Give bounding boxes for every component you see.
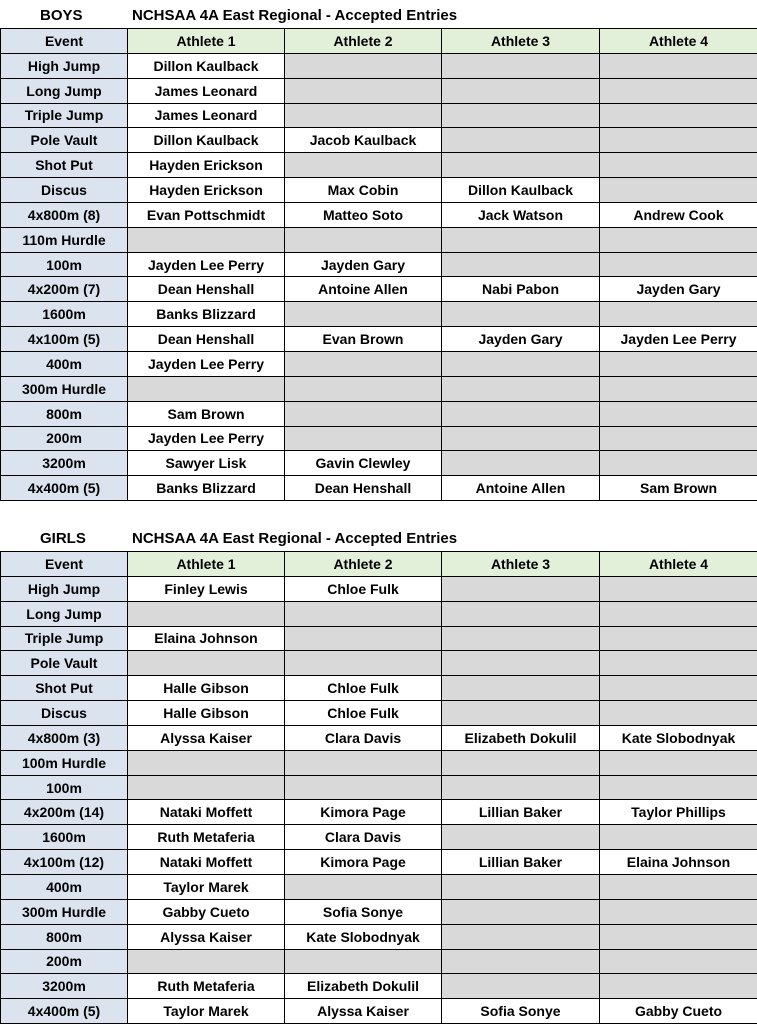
table-row [1,651,757,676]
table-row [1,178,757,203]
athlete-cell: Kate Slobodnyak [285,924,442,949]
empty-athlete-cell [442,775,600,800]
empty-athlete-cell [442,924,600,949]
athlete-cell: Ruth Metaferia [128,825,285,850]
event-name-cell: Shot Put [1,153,128,178]
athlete-cell: Banks Blizzard [128,476,285,501]
table-row [1,576,757,601]
empty-athlete-cell [600,227,757,252]
table-row [1,252,757,277]
empty-athlete-cell [442,626,600,651]
event-name-cell: 4x800m (8) [1,202,128,227]
empty-athlete-cell [600,351,757,376]
athlete-cell: Sawyer Lisk [128,451,285,476]
empty-athlete-cell [442,974,600,999]
empty-athlete-cell [600,974,757,999]
girls-header-row [1,552,757,577]
empty-athlete-cell [285,351,442,376]
event-name-cell: 300m Hurdle [1,376,128,401]
athlete-cell: Chloe Fulk [285,576,442,601]
athlete-cell: Elizabeth Dokulil [285,974,442,999]
athlete-cell: Nataki Moffett [128,850,285,875]
empty-athlete-cell [442,302,600,327]
event-name-cell: Long Jump [1,601,128,626]
empty-athlete-cell [442,601,600,626]
athlete-cell: Hayden Erickson [128,153,285,178]
empty-athlete-cell [285,626,442,651]
table-row [1,327,757,352]
table-row [1,302,757,327]
column-header: Athlete 4 [600,552,757,577]
event-name-cell: 100m [1,252,128,277]
athlete-cell: Alyssa Kaiser [128,924,285,949]
empty-athlete-cell [600,601,757,626]
girls-title-row [0,526,757,551]
event-name-cell: Long Jump [1,78,128,103]
empty-athlete-cell [442,153,600,178]
athlete-cell: Nabi Pabon [442,277,600,302]
empty-athlete-cell [285,601,442,626]
empty-athlete-cell [442,128,600,153]
empty-athlete-cell [442,874,600,899]
table-row [1,601,757,626]
empty-athlete-cell [600,128,757,153]
event-name-cell: 4x400m (5) [1,476,128,501]
athlete-cell: Jack Watson [442,202,600,227]
athlete-cell: Dean Henshall [285,476,442,501]
athlete-cell: Chloe Fulk [285,701,442,726]
athlete-cell: Evan Brown [285,327,442,352]
empty-athlete-cell [128,775,285,800]
event-name-cell: Discus [1,701,128,726]
table-row [1,401,757,426]
table-row [1,924,757,949]
athlete-cell: Halle Gibson [128,676,285,701]
empty-athlete-cell [600,899,757,924]
empty-athlete-cell [600,750,757,775]
athlete-cell: Kimora Page [285,850,442,875]
empty-athlete-cell [285,426,442,451]
boys-section [0,3,757,501]
athlete-cell: Hayden Erickson [128,178,285,203]
event-name-cell: 1600m [1,302,128,327]
athlete-cell: Matteo Soto [285,202,442,227]
athlete-cell: Max Cobin [285,178,442,203]
athlete-cell: Dillon Kaulback [442,178,600,203]
athlete-cell: Finley Lewis [128,576,285,601]
empty-athlete-cell [285,302,442,327]
event-name-cell: Pole Vault [1,128,128,153]
column-header: Athlete 1 [128,552,285,577]
athlete-cell: Taylor Phillips [600,800,757,825]
empty-athlete-cell [442,227,600,252]
empty-athlete-cell [600,153,757,178]
athlete-cell: Elaina Johnson [128,626,285,651]
table-row [1,153,757,178]
empty-athlete-cell [285,227,442,252]
table-row [1,128,757,153]
table-row [1,376,757,401]
table-row [1,202,757,227]
event-name-cell: Triple Jump [1,626,128,651]
event-name-cell: High Jump [1,53,128,78]
empty-athlete-cell [600,949,757,974]
athlete-cell: Gabby Cueto [128,899,285,924]
column-header: Athlete 4 [600,29,757,54]
empty-athlete-cell [600,775,757,800]
table-row [1,676,757,701]
athlete-cell: Antoine Allen [285,277,442,302]
event-name-cell: Shot Put [1,676,128,701]
event-name-cell: 200m [1,426,128,451]
event-name-cell: 400m [1,351,128,376]
boys-heading: NCHSAA 4A East Regional - Accepted Entries [132,7,458,24]
event-name-cell: 400m [1,874,128,899]
girls-section [0,526,757,1024]
athlete-cell: Clara Davis [285,725,442,750]
empty-athlete-cell [442,651,600,676]
athlete-cell: Dillon Kaulback [128,53,285,78]
athlete-cell: Dean Henshall [128,327,285,352]
athlete-cell: Antoine Allen [442,476,600,501]
athlete-cell: Alyssa Kaiser [285,999,442,1024]
event-name-cell: 4x100m (12) [1,850,128,875]
table-row [1,974,757,999]
empty-athlete-cell [600,676,757,701]
column-header: Event [1,29,128,54]
event-name-cell: 4x100m (5) [1,327,128,352]
empty-athlete-cell [128,227,285,252]
athlete-cell: Jacob Kaulback [285,128,442,153]
event-name-cell: 110m Hurdle [1,227,128,252]
boys-header-row [1,29,757,54]
empty-athlete-cell [285,78,442,103]
empty-athlete-cell [442,376,600,401]
empty-athlete-cell [442,252,600,277]
athlete-cell: Jayden Gary [285,252,442,277]
athlete-cell: Elizabeth Dokulil [442,725,600,750]
empty-athlete-cell [285,750,442,775]
athlete-cell: Lillian Baker [442,850,600,875]
athlete-cell: Gabby Cueto [600,999,757,1024]
empty-athlete-cell [285,53,442,78]
athlete-cell: Sam Brown [128,401,285,426]
athlete-cell: Sam Brown [600,476,757,501]
empty-athlete-cell [442,825,600,850]
empty-athlete-cell [442,451,600,476]
table-row [1,277,757,302]
athlete-cell: Jayden Gary [442,327,600,352]
athlete-cell: Jayden Lee Perry [128,252,285,277]
girls-entries-table [0,551,757,1024]
event-name-cell: 200m [1,949,128,974]
empty-athlete-cell [285,874,442,899]
column-header: Athlete 2 [285,552,442,577]
empty-athlete-cell [600,451,757,476]
table-row [1,850,757,875]
table-row [1,874,757,899]
column-header: Athlete 2 [285,29,442,54]
athlete-cell: Taylor Marek [128,999,285,1024]
event-name-cell: 4x400m (5) [1,999,128,1024]
table-row [1,899,757,924]
athlete-cell: Jayden Lee Perry [600,327,757,352]
empty-athlete-cell [128,601,285,626]
empty-athlete-cell [442,899,600,924]
table-row [1,825,757,850]
column-header: Athlete 1 [128,29,285,54]
event-name-cell: 100m [1,775,128,800]
table-row [1,701,757,726]
empty-athlete-cell [442,78,600,103]
empty-athlete-cell [285,103,442,128]
table-row [1,426,757,451]
athlete-cell: Chloe Fulk [285,676,442,701]
empty-athlete-cell [442,676,600,701]
athlete-cell: Andrew Cook [600,202,757,227]
empty-athlete-cell [600,626,757,651]
athlete-cell: Gavin Clewley [285,451,442,476]
empty-athlete-cell [285,401,442,426]
empty-athlete-cell [600,252,757,277]
athlete-cell: Lillian Baker [442,800,600,825]
event-name-cell: 4x200m (7) [1,277,128,302]
athlete-cell: James Leonard [128,103,285,128]
event-name-cell: Pole Vault [1,651,128,676]
event-name-cell: Discus [1,178,128,203]
girls-label: GIRLS [40,530,86,547]
boys-title-row [0,3,757,28]
athlete-cell: Taylor Marek [128,874,285,899]
table-row [1,750,757,775]
empty-athlete-cell [128,376,285,401]
event-name-cell: Triple Jump [1,103,128,128]
empty-athlete-cell [600,426,757,451]
table-row [1,351,757,376]
empty-athlete-cell [442,750,600,775]
event-name-cell: 3200m [1,451,128,476]
event-name-cell: 4x800m (3) [1,725,128,750]
event-name-cell: 1600m [1,825,128,850]
empty-athlete-cell [442,949,600,974]
athlete-cell: Kate Slobodnyak [600,725,757,750]
table-row [1,626,757,651]
empty-athlete-cell [128,750,285,775]
event-name-cell: 800m [1,401,128,426]
empty-athlete-cell [600,178,757,203]
column-header: Athlete 3 [442,29,600,54]
athlete-cell: Ruth Metaferia [128,974,285,999]
empty-athlete-cell [600,376,757,401]
athlete-cell: Halle Gibson [128,701,285,726]
table-row [1,949,757,974]
empty-athlete-cell [285,651,442,676]
empty-athlete-cell [442,351,600,376]
empty-athlete-cell [600,576,757,601]
athlete-cell: Jayden Gary [600,277,757,302]
table-row [1,800,757,825]
table-row [1,78,757,103]
empty-athlete-cell [600,53,757,78]
table-row [1,53,757,78]
event-name-cell: 800m [1,924,128,949]
boys-entries-table [0,28,757,501]
empty-athlete-cell [285,949,442,974]
empty-athlete-cell [442,53,600,78]
boys-label: BOYS [40,7,83,24]
table-row [1,775,757,800]
empty-athlete-cell [600,701,757,726]
empty-athlete-cell [128,949,285,974]
event-name-cell: 4x200m (14) [1,800,128,825]
empty-athlete-cell [285,376,442,401]
empty-athlete-cell [442,576,600,601]
table-row [1,451,757,476]
empty-athlete-cell [600,874,757,899]
table-row [1,999,757,1024]
event-name-cell: 3200m [1,974,128,999]
table-row [1,725,757,750]
empty-athlete-cell [600,401,757,426]
empty-athlete-cell [285,775,442,800]
empty-athlete-cell [442,701,600,726]
empty-athlete-cell [600,103,757,128]
athlete-cell: Jayden Lee Perry [128,426,285,451]
empty-athlete-cell [600,651,757,676]
athlete-cell: Dillon Kaulback [128,128,285,153]
event-name-cell: 100m Hurdle [1,750,128,775]
athlete-cell: Kimora Page [285,800,442,825]
athlete-cell: Evan Pottschmidt [128,202,285,227]
empty-athlete-cell [128,651,285,676]
empty-athlete-cell [600,924,757,949]
athlete-cell: Sofia Sonye [442,999,600,1024]
event-name-cell: High Jump [1,576,128,601]
empty-athlete-cell [600,302,757,327]
athlete-cell: Clara Davis [285,825,442,850]
column-header: Athlete 3 [442,552,600,577]
athlete-cell: Banks Blizzard [128,302,285,327]
column-header: Event [1,552,128,577]
empty-athlete-cell [600,825,757,850]
table-row [1,476,757,501]
empty-athlete-cell [442,426,600,451]
table-row [1,227,757,252]
athlete-cell: Sofia Sonye [285,899,442,924]
empty-athlete-cell [442,401,600,426]
empty-athlete-cell [285,153,442,178]
athlete-cell: James Leonard [128,78,285,103]
athlete-cell: Jayden Lee Perry [128,351,285,376]
athlete-cell: Dean Henshall [128,277,285,302]
athlete-cell: Elaina Johnson [600,850,757,875]
athlete-cell: Alyssa Kaiser [128,725,285,750]
table-row [1,103,757,128]
athlete-cell: Nataki Moffett [128,800,285,825]
girls-heading: NCHSAA 4A East Regional - Accepted Entries [132,530,458,547]
empty-athlete-cell [442,103,600,128]
empty-athlete-cell [600,78,757,103]
event-name-cell: 300m Hurdle [1,899,128,924]
